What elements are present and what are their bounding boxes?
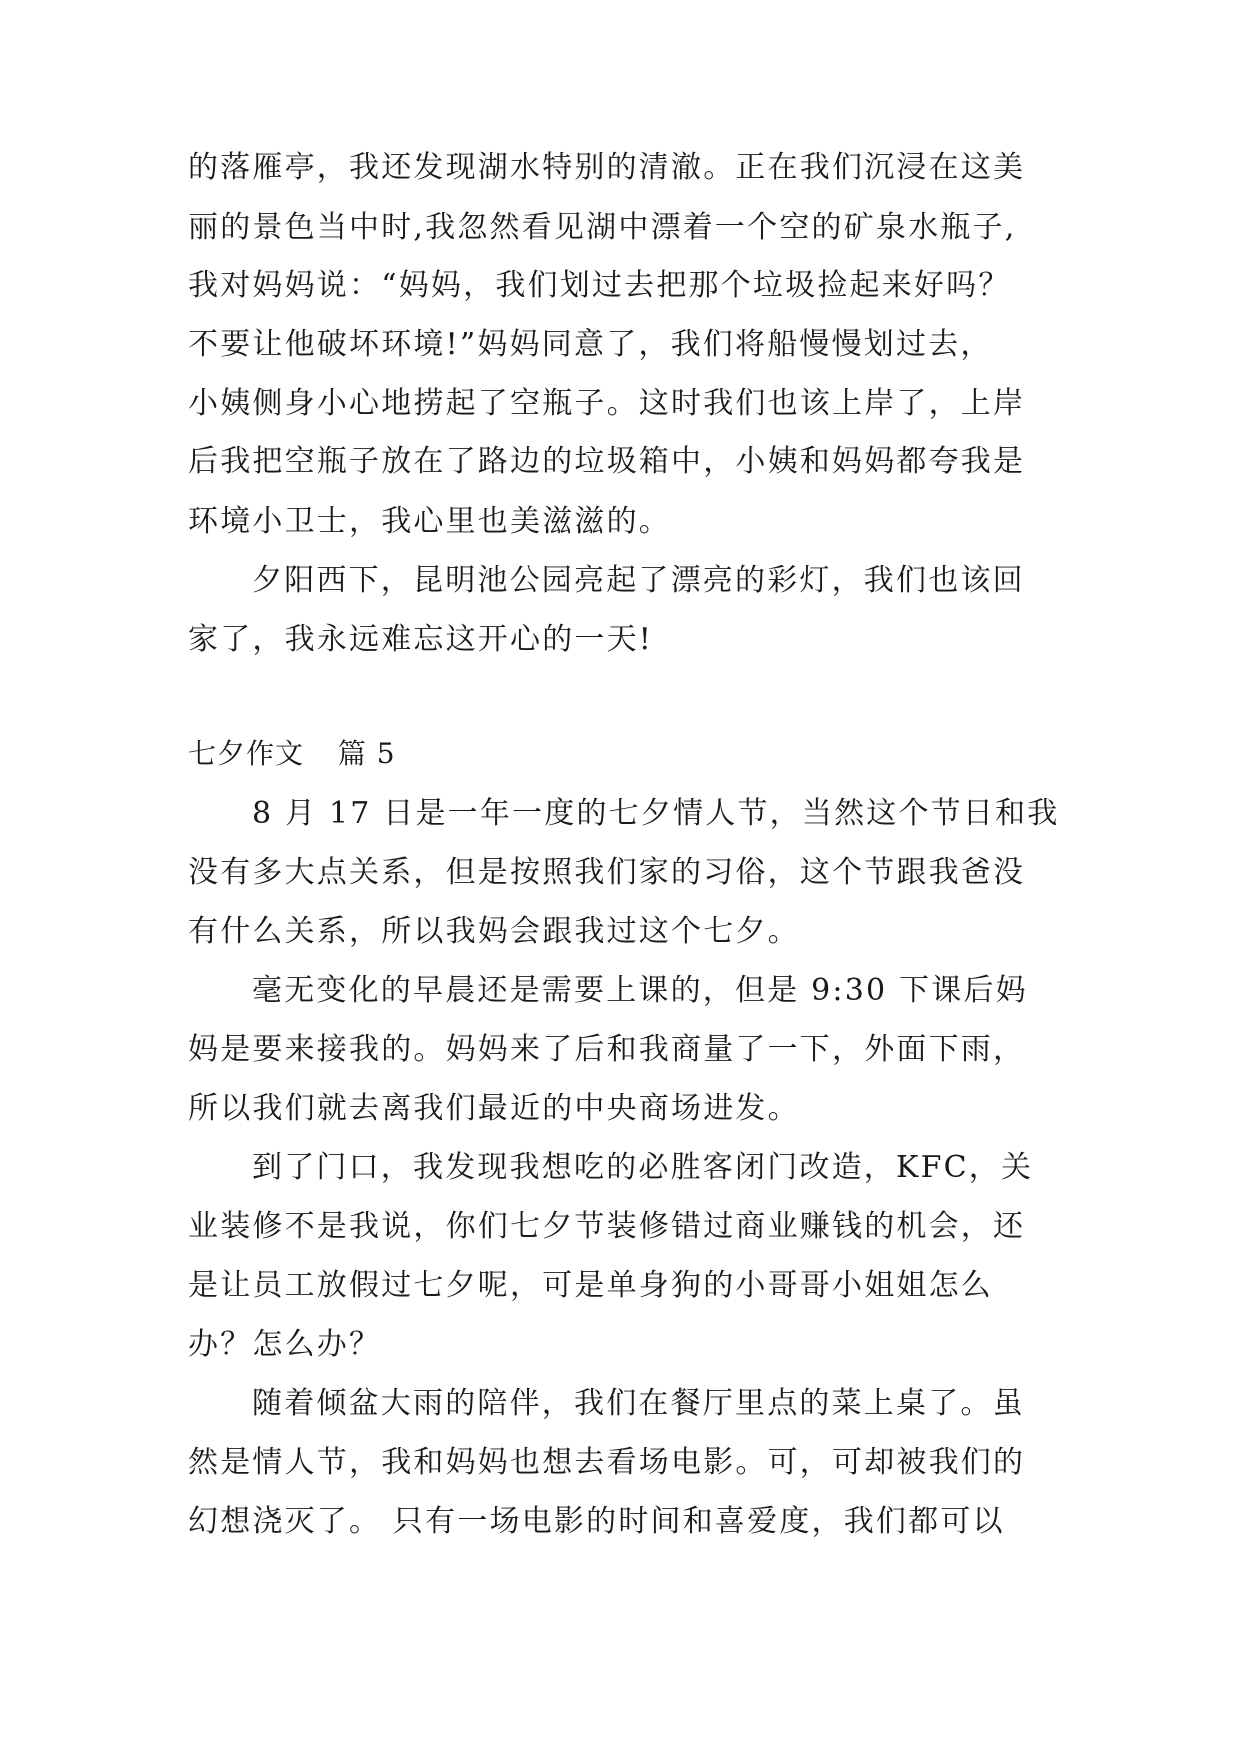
section-title: 七夕作文 <box>188 737 305 770</box>
text-line: 我对妈妈说：“妈妈，我们划过去把那个垃圾捡起来好吗？ <box>188 268 1011 303</box>
section-heading <box>188 734 396 774</box>
section-number: 篇 5 <box>337 737 396 770</box>
text-line: 环境小卫士，我心里也美滋滋的。 <box>188 504 671 539</box>
text-line: 丽的景色当中时,我忽然看见湖中漂着一个空的矿泉水瓶子, <box>188 210 1017 245</box>
text-line: 是让员工放假过七夕呢，可是单身狗的小哥哥小姐姐怎么 <box>188 1268 993 1303</box>
text-line: 后我把空瓶子放在了路边的垃圾箱中，小姨和妈妈都夸我是 <box>188 444 1026 479</box>
text-line: 家了，我永远难忘这开心的一天! <box>188 622 654 657</box>
text-line: 所以我们就去离我们最近的中央商场进发。 <box>188 1091 800 1126</box>
text-line: 然是情人节，我和妈妈也想去看场电影。可，可却被我们的 <box>188 1445 1026 1480</box>
text-line: 随着倾盆大雨的陪伴，我们在餐厅里点的菜上桌了。虽 <box>252 1386 1025 1421</box>
text-line: 毫无变化的早晨还是需要上课的，但是 9:30 下课后妈 <box>252 973 1028 1008</box>
text-line: 不要让他破坏环境!”妈妈同意了，我们将船慢慢划过去， <box>188 327 993 362</box>
text-line: 到了门口，我发现我想吃的必胜客闭门改造，KFC，关 <box>252 1150 1034 1185</box>
text-line: 的落雁亭，我还发现湖水特别的清澈。正在我们沉浸在这美 <box>188 150 1026 185</box>
text-line: 8 月 17 日是一年一度的七夕情人节，当然这个节日和我 <box>252 796 1060 831</box>
text-line: 妈是要来接我的。妈妈来了后和我商量了一下，外面下雨， <box>188 1032 1026 1067</box>
text-line: 有什么关系，所以我妈会跟我过这个七夕。 <box>188 914 800 949</box>
text-line: 没有多大点关系，但是按照我们家的习俗，这个节跟我爸没 <box>188 855 1026 890</box>
text-line: 夕阳西下，昆明池公园亮起了漂亮的彩灯，我们也该回 <box>252 563 1025 598</box>
text-line: 幻想浇灭了。 只有一场电影的时间和喜爱度，我们都可以 <box>188 1504 1005 1539</box>
text-line: 办？怎么办？ <box>188 1327 382 1362</box>
text-line: 业装修不是我说，你们七夕节装修错过商业赚钱的机会，还 <box>188 1209 1026 1244</box>
text-line: 小姨侧身小心地捞起了空瓶子。这时我们也该上岸了，上岸 <box>188 386 1026 421</box>
